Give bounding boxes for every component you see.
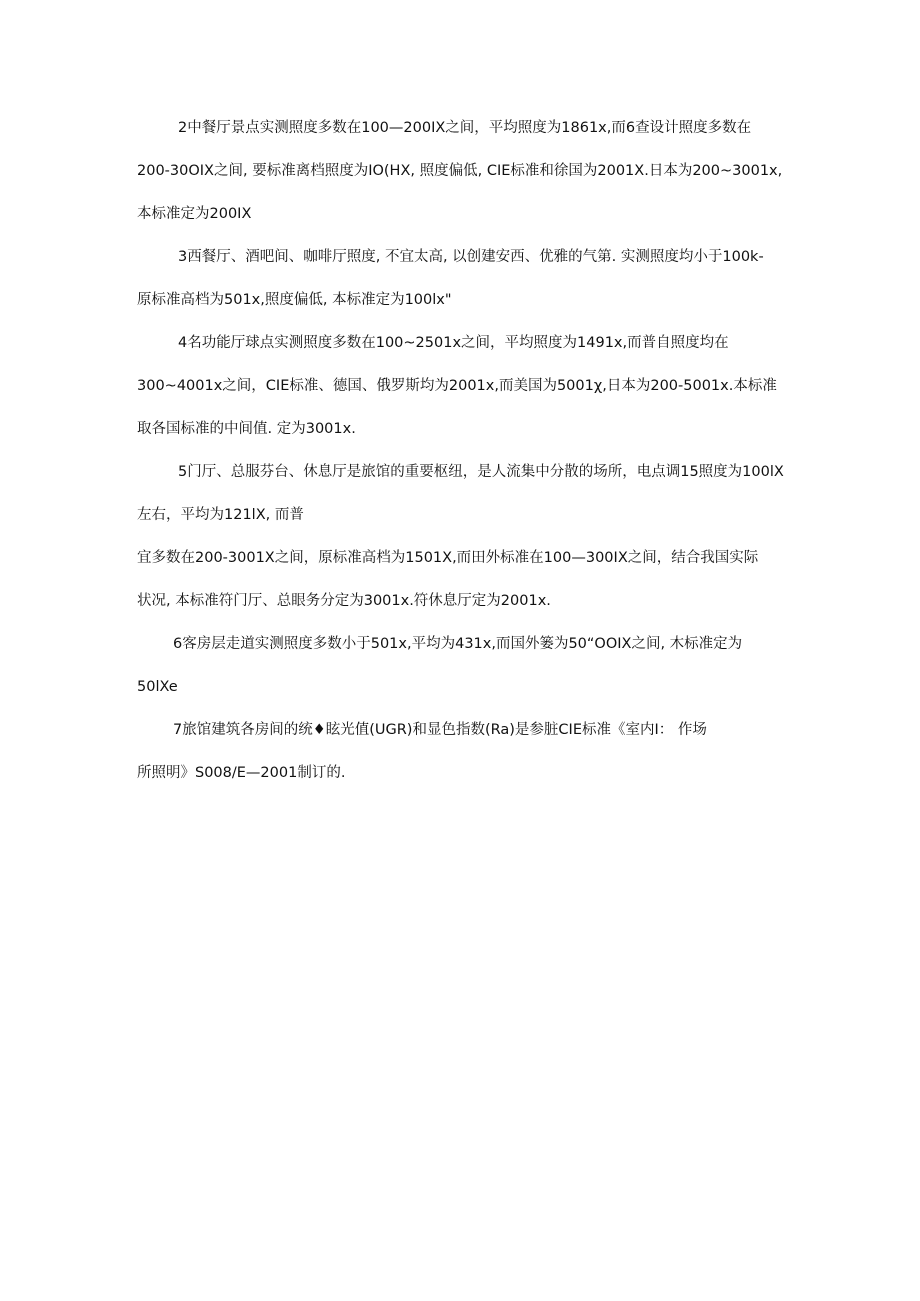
para-2-line-2: 200-30OIX之间, 要标准离档照度为IO(HX, 照度偏低, CIE标准和徐国为2001X.日本为200~3001x, [137, 163, 783, 179]
para-3-line-2: 原标准高档为501x,照度偏低, 本标准定为100lx" [137, 292, 452, 308]
para-5-line-4: 状况, 本标准符门厅、总眼务分定为3001x.符休息厅定为2001x. [137, 593, 551, 609]
para-4-line-2: 300~4001x之间，CIE标准、德国、俄罗斯均为2001x,而美国为5001χ,日本为200-5001x.本标准 [137, 378, 777, 394]
para-6-line-2: 50lXe [137, 679, 178, 695]
para-2-line-3: 本标准定为200IX [137, 206, 252, 222]
para-7-line-1: 7旅馆建筑各房间的统♦眩光值(UGR)和显色指数(Ra)是参脏CIE标准《室内I： 作场 [173, 722, 707, 738]
para-4-line-3: 取各国标准的中间值. 定为3001x. [137, 421, 356, 437]
para-3-line-1: 3西餐厅、酒吧间、咖啡厅照度, 不宜太高, 以创建安西、优雅的气第. 实测照度均小于100k- [178, 249, 764, 265]
para-7-line-2: 所照明》S008/E—2001制订的. [137, 765, 346, 781]
para-4-line-1: 4名功能厅球点实测照度多数在100~2501x之间，平均照度为1491x,而普自照度均在 [178, 335, 729, 351]
para-5-line-3: 宜多数在200-3001X之间，原标准高档为1501X,而田外标准在100—300IX之间，结合我国实际 [137, 550, 759, 566]
para-6-line-1: 6客房层走道实测照度多数小于501x,平均为431x,而国外篓为50“OOIX之间, 木标准定为 [173, 636, 743, 652]
para-2-line-1: 2中餐厅景点实测照度多数在100—200IX之间，平均照度为1861x,而6查设计照度多数在 [178, 120, 752, 136]
para-5-line-2: 左右，平均为121lX, 而普 [137, 507, 304, 523]
para-5-line-1: 5门厅、总服芬台、休息厅是旅馆的重要枢纽，是人流集中分散的场所，电点调15照度为100lX [178, 464, 784, 480]
